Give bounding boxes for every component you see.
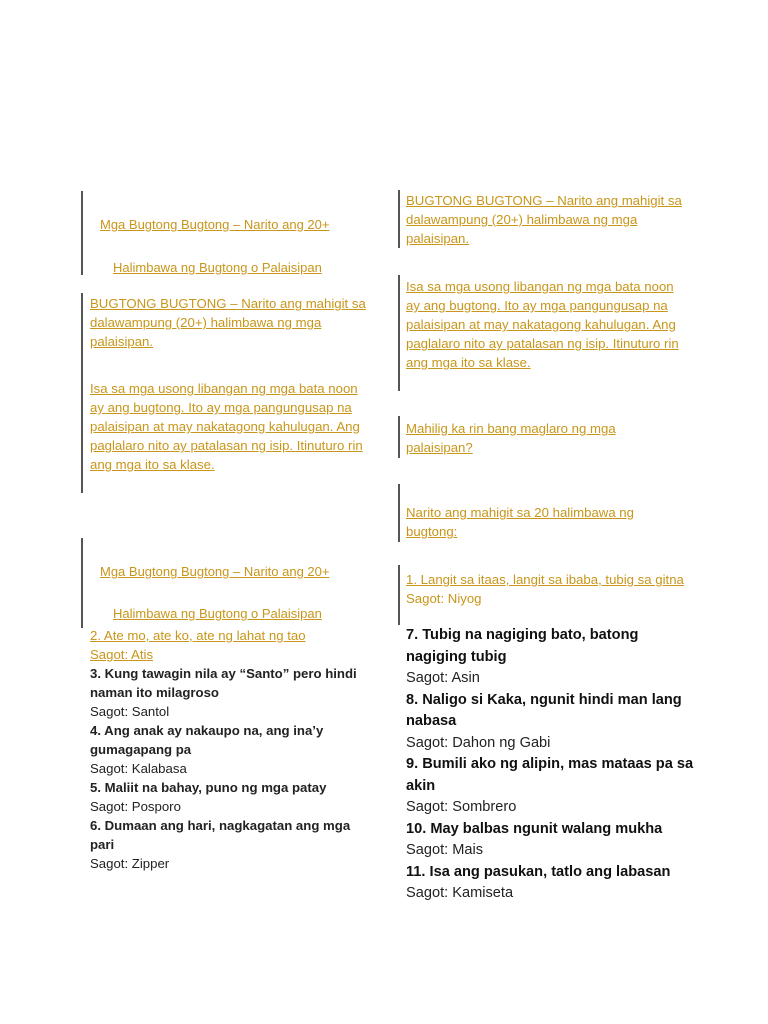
section-title[interactable]: Mga Bugtong Bugtong – Narito ang 20+ [100, 564, 330, 579]
list-item [90, 816, 370, 873]
riddle-question-link[interactable]: 1. Langit sa itaas, langit sa ibaba, tubig sa gitna [406, 572, 684, 587]
section-title[interactable]: Mga Bugtong Bugtong – Narito ang 20+ [100, 217, 330, 232]
intro-paragraph-link[interactable]: Isa sa mga usong libangan ng mga bata noon ay ang bugtong. Ito ay mga pangungusap na palaisipan at may nakatagong kahulugan. Ang paglalaro nito ay patalasan ng isip. Itinuturo rin ang mga ito sa klase. [406, 279, 679, 370]
list-item [90, 778, 370, 816]
list-item [406, 625, 696, 690]
divider-bar [398, 190, 400, 248]
riddle-question: 4. Ang anak ay nakaupo na, ang ina’y gumagapang pa [90, 723, 324, 757]
list-item [406, 862, 696, 905]
riddle-answer: Sagot: Mais [406, 842, 484, 858]
left-section2-subtitle-block [113, 604, 383, 623]
riddle-question: 10. May balbas ngunit walang mukha [406, 820, 663, 837]
left-section1-subtitle-block [113, 258, 383, 277]
list-item [406, 690, 696, 755]
left-section2-title-block [100, 562, 380, 581]
divider-bar [398, 275, 400, 391]
riddle-question: 6. Dumaan ang hari, nagkagatan ang mga pari [90, 818, 351, 852]
riddle-answer: Sagot: Kalabasa [90, 761, 187, 776]
riddle-answer: Sagot: Asin [406, 670, 480, 686]
riddle-question: 11. Isa ang pasukan, tatlo ang labasan [406, 863, 671, 880]
riddle-answer: Sagot: Kamiseta [406, 885, 514, 901]
list-item [406, 754, 696, 819]
intro-paragraph-link[interactable]: Isa sa mga usong libangan ng mga bata noon ay ang bugtong. Ito ay mga pangungusap na palaisipan at may nakatagong kahulugan. Ang paglalaro nito ay patalasan ng isip. Itinuturo rin ang mga ito sa klase. [90, 381, 363, 472]
section-subtitle[interactable]: Halimbawa ng Bugtong o Palaisipan [113, 606, 322, 621]
riddle-answer-link[interactable]: Sagot: Niyog [406, 591, 482, 606]
divider-bar [398, 416, 400, 458]
riddle-answer: Sagot: Sombrero [406, 799, 517, 815]
riddle-answer: Sagot: Posporo [90, 799, 181, 814]
riddle-question: 9. Bumili ako ng alipin, mas mataas pa sa akin [406, 756, 694, 794]
riddle-answer: Sagot: Zipper [90, 856, 170, 871]
divider-bar [81, 538, 83, 628]
right-riddle-list [406, 625, 696, 905]
divider-bar [398, 484, 400, 542]
list-item [406, 819, 696, 862]
question-link[interactable]: Mahilig ka rin bang maglaro ng mga palaisipan? [406, 421, 616, 455]
riddle-question: 3. Kung tawagin nila ay “Santo” pero hindi naman ito milagroso [90, 666, 357, 700]
divider-bar [81, 191, 83, 275]
left-riddle-list [90, 664, 370, 873]
riddle-question-link[interactable]: 2. Ate mo, ate ko, ate ng lahat ng tao [90, 628, 306, 643]
divider-bar [81, 293, 83, 493]
left-section1-title-block [100, 215, 380, 234]
riddle-answer: Sagot: Dahon ng Gabi [406, 734, 551, 751]
divider-bar [398, 565, 400, 625]
right-lead-block [406, 503, 666, 541]
intro-link[interactable]: BUGTONG BUGTONG – Narito ang mahigit sa dalawampung (20+) halimbawa ng mga palaisipan. [90, 296, 366, 349]
riddle-question: 8. Naligo si Kaka, ngunit hindi man lang nabasa [406, 691, 682, 729]
lead-link[interactable]: Narito ang mahigit sa 20 halimbawa ng bugtong: [406, 505, 634, 539]
riddle-answer-link[interactable]: Sagot: Atis [90, 647, 154, 662]
left-paragraph-block [90, 379, 368, 474]
section-subtitle[interactable]: Halimbawa ng Bugtong o Palaisipan [113, 260, 322, 275]
right-question-block [406, 419, 646, 457]
left-item2-block [90, 626, 370, 664]
right-paragraph-block [406, 277, 684, 372]
right-intro-block [406, 191, 684, 248]
right-item1-block [406, 570, 684, 608]
list-item [90, 664, 370, 721]
left-intro-block [90, 294, 368, 351]
riddle-question: 7. Tubig na nagiging bato, batong nagiging tubig [406, 627, 639, 665]
intro-link[interactable]: BUGTONG BUGTONG – Narito ang mahigit sa dalawampung (20+) halimbawa ng mga palaisipan. [406, 193, 682, 246]
list-item [90, 721, 370, 778]
riddle-question: 5. Maliit na bahay, puno ng mga patay [90, 780, 327, 795]
riddle-answer: Sagot: Santol [90, 704, 170, 719]
